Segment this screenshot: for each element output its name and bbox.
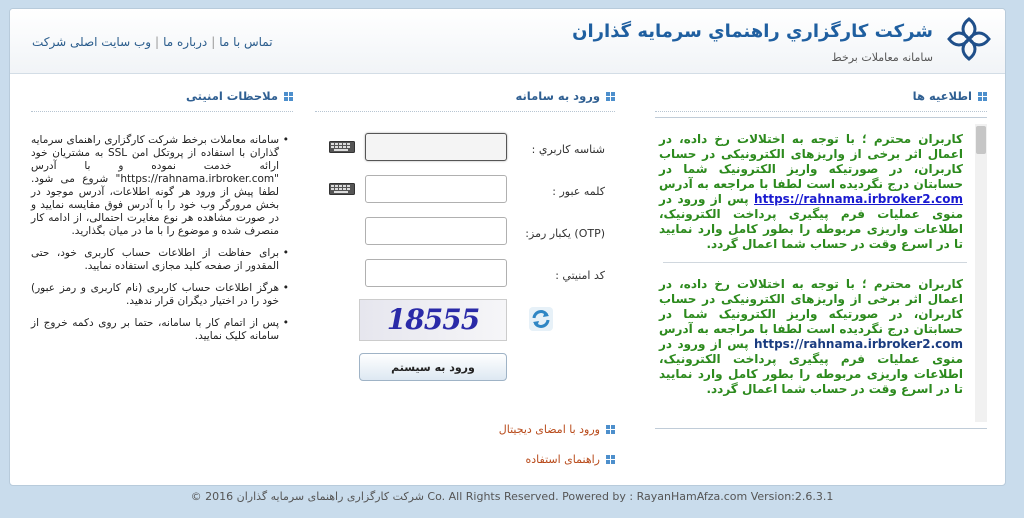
login-title: ورود به سامانه xyxy=(315,87,615,112)
username-row xyxy=(315,131,615,173)
contact-us-link[interactable]: تماس با ما xyxy=(219,35,273,49)
news-link[interactable]: https://rahnama.irbroker2.com xyxy=(754,192,963,206)
username-input[interactable] xyxy=(365,133,507,161)
divider xyxy=(663,262,967,263)
security-column xyxy=(31,87,293,445)
security-note: • سامانه معاملات برخط شرکت کارگزاری راهنمای سرمایه گذاران با استفاده از پروتکل امن SSL به مشتریان خود ارائه خدمت نموده و با آدرس "https://rahnama.irbroker.com" شروع می شود. لطفا پیش از ورود هر گونه اطلاعات، آدرس موجود در بخش مرورگر وب خود را با آدرس فوق مقایسه نمایید و در صورت مشاهده هر نوع مغایرت احتمالی، از ادامه کار منصرف شده و موضوع را با ما در میان بگذارید. xyxy=(31,134,289,238)
section-bullet-icon xyxy=(606,455,615,464)
username-label: شناسه کاربري : xyxy=(531,143,605,156)
password-input[interactable] xyxy=(365,175,507,203)
login-column xyxy=(315,87,615,466)
footer: © 2016 شرکت کارگزاری راهنمای سرمایه گذاران Co. All Rights Reserved. Powered by : RayanHamAfza.com Version:2.6.3.1 xyxy=(190,490,834,503)
refresh-captcha-icon[interactable] xyxy=(529,307,553,331)
security-notes xyxy=(31,134,293,343)
news-box xyxy=(655,117,987,429)
otp-label: (OTP) یکبار رمز: xyxy=(525,227,605,240)
system-subtitle: سامانه معاملات برخط xyxy=(831,51,933,64)
news-link: https://rahnama.irbroker2.com xyxy=(754,337,963,351)
otp-input[interactable] xyxy=(365,217,507,245)
main-website-link[interactable]: وب سایت اصلی شرکت xyxy=(32,35,152,49)
company-name: شرکت کارگزاري راهنماي سرمايه گذاران xyxy=(572,21,933,42)
digital-signature-link[interactable]: ورود با امضای دیجیتال xyxy=(499,423,615,436)
captcha-input-row xyxy=(315,257,615,299)
captcha-image: 18555 xyxy=(359,299,507,341)
about-us-link[interactable]: درباره ما xyxy=(163,35,208,49)
password-label: کلمه عبور : xyxy=(552,185,605,198)
news-scrollbar[interactable] xyxy=(975,124,987,422)
virtual-keyboard-icon[interactable] xyxy=(329,183,355,195)
main-frame xyxy=(9,8,1006,486)
security-note: • هرگز اطلاعات حساب کاربری (نام کاربری و رمز عبور) خود را در اختیار دیگران قرار ندهید. xyxy=(31,282,289,308)
section-bullet-icon xyxy=(606,425,615,434)
otp-row xyxy=(315,215,615,257)
section-bullet-icon xyxy=(978,92,987,101)
news-title: اطلاعیه ها xyxy=(655,87,987,112)
security-note: • برای حفاظت از اطلاعات حساب کاربری خود، حتی المقدور از صفحه کلید مجازی استفاده نمایید. xyxy=(31,247,289,273)
page-header xyxy=(10,9,1005,74)
virtual-keyboard-icon[interactable] xyxy=(329,141,355,153)
password-row xyxy=(315,173,615,215)
login-submit-button[interactable]: ورود به سیستم xyxy=(359,353,507,381)
news-column xyxy=(655,87,987,445)
top-links: تماس با ما|درباره ما|وب سایت اصلی شرکت xyxy=(32,35,273,49)
company-logo-icon xyxy=(945,15,993,63)
section-bullet-icon xyxy=(284,92,293,101)
captcha-row xyxy=(315,299,615,351)
captcha-input[interactable] xyxy=(365,259,507,287)
help-link[interactable]: راهنمای استفاده xyxy=(526,453,615,466)
security-title: ملاحظات امنیتی xyxy=(31,87,293,112)
news-item: کاربران محترم ؛ با توجه به اختلالات رخ داده، در اعمال اثر برخی از واریزهای الکترونیکی در حساب کاربران، در صورتیکه واریز الکترونیک شما در حسابتان درج نگردیده است لطفا با مراجعه به آدرس https://rahnama.irbroker2.com پس از ورود در منوی عملیات فرم پیگیری پرداخت الکترونیک، اطلاعات واریزی مربوطه را بطور کامل وارد نمایید تا در اسرع وقت در حساب شما اعمال گردد. xyxy=(659,277,963,396)
section-bullet-icon xyxy=(606,92,615,101)
news-item: کاربران محترم ؛ با توجه به اختلالات رخ داده، در اعمال اثر برخی از واریزهای الکترونیکی در حساب کاربران، در صورتیکه واریز الکترونیک شما در حسابتان درج نگردیده است لطفا با مراجعه به آدرس https://rahnama.irbroker2.com پس از ورود در منوی عملیات فرم پیگیری پرداخت الکترونیک، اطلاعات واریزی مربوطه را بطور کامل وارد نمایید تا در اسرع وقت در حساب شما اعمال گردد. xyxy=(659,132,963,251)
captcha-label: کد امنيتي : xyxy=(555,269,605,282)
security-note: • پس از اتمام کار با سامانه، حتما بر روی دکمه خروج از سامانه کلیک نمایید. xyxy=(31,317,289,343)
